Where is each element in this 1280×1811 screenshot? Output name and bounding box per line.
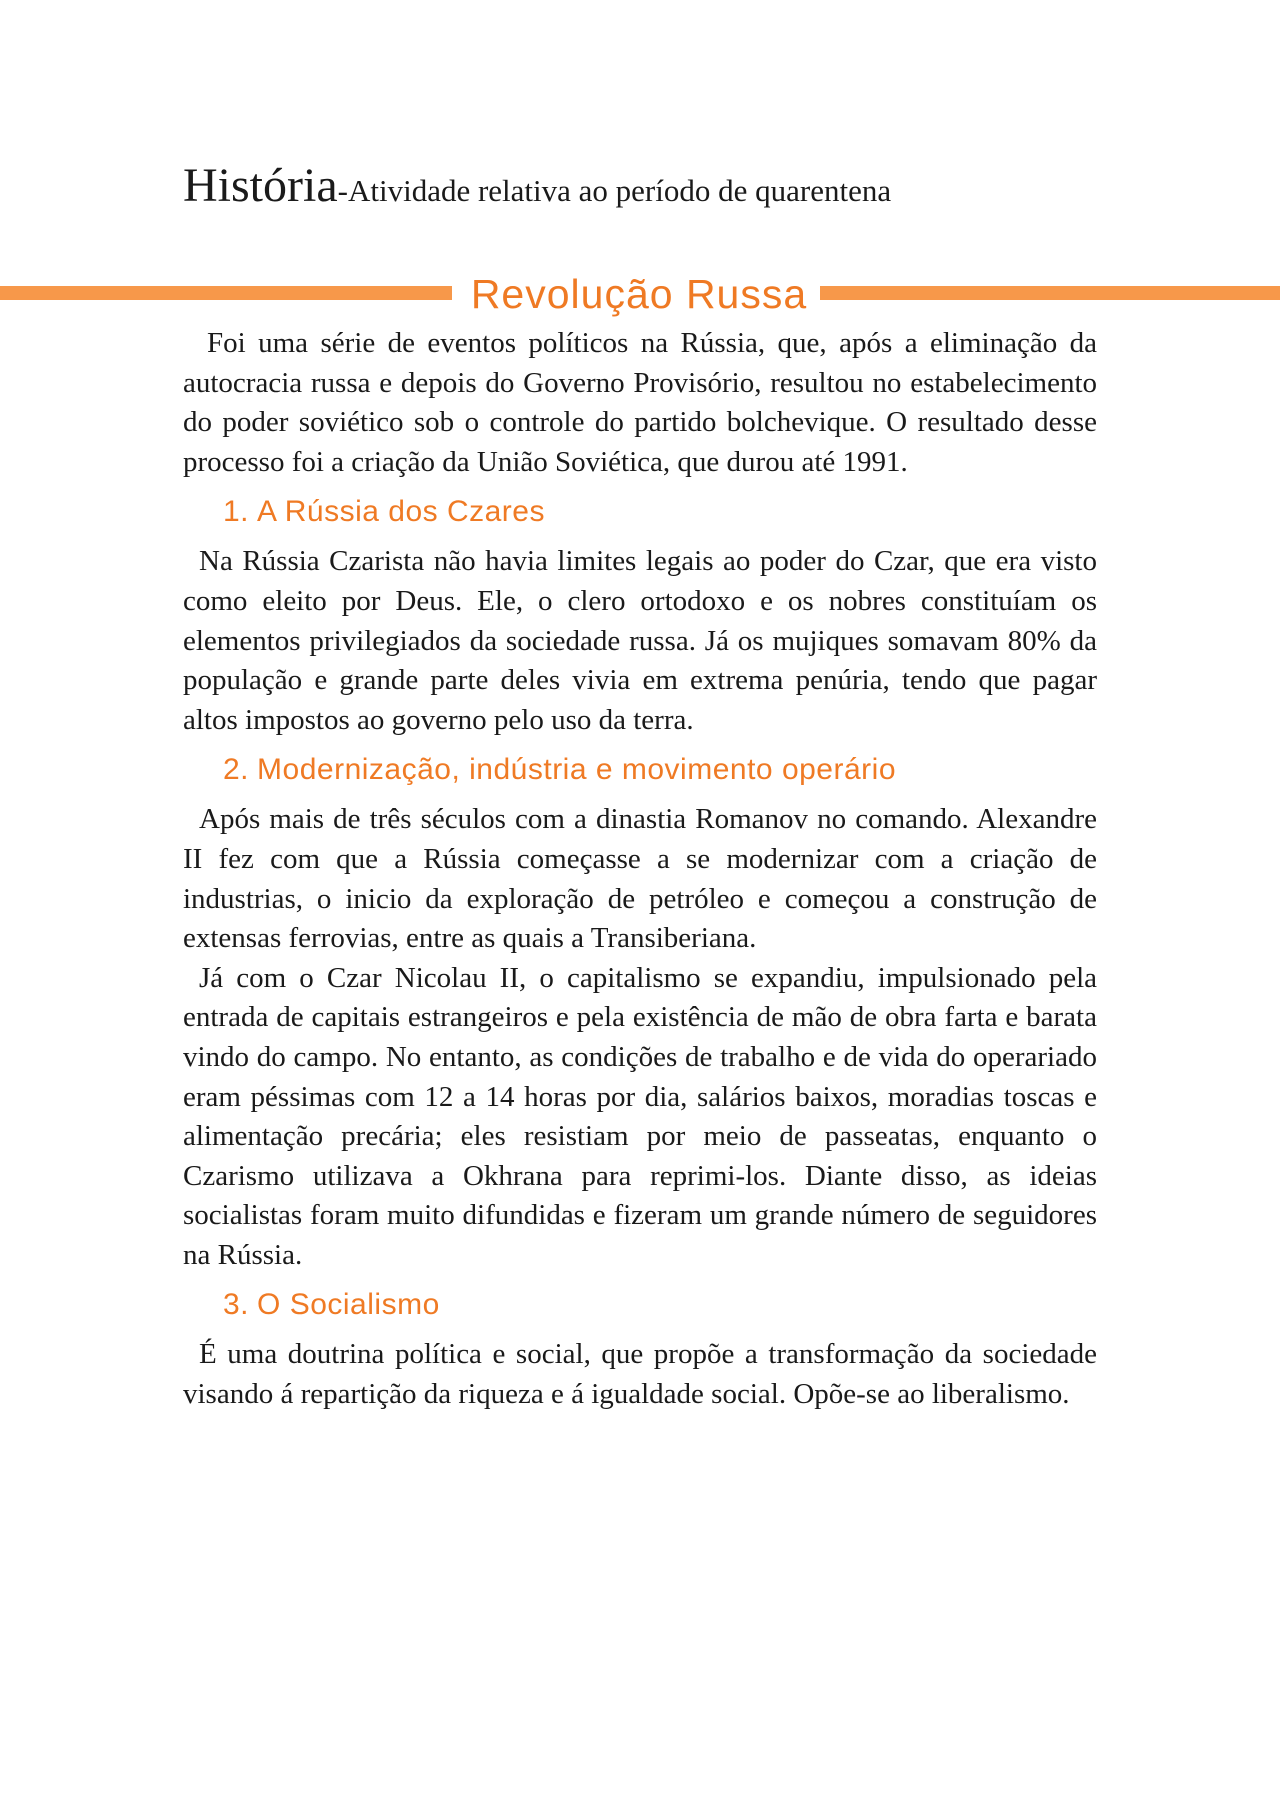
section-heading-2 — [223, 750, 1097, 790]
section-number: 1. — [223, 495, 250, 529]
section-2-paragraph-1: Após mais de três séculos com a dinastia Romanov no comando. Alexandre II fez com que a Rússia começasse a se modernizar com a criação de industrias, o inicio da exploração de petróleo e começou a construção de extensas ferrovias, entre as quais a Transiberiana. — [183, 803, 1097, 955]
document-body — [183, 324, 1097, 1415]
section-1-paragraph: Na Rússia Czarista não havia limites legais ao poder do Czar, que era visto como eleito por Deus. Ele, o clero ortodoxo e os nobres constituíam os elementos privilegiados da sociedade russa. Já os mujiques somavam 80% da população e grande parte deles vivia em extrema penúria, tendo que pagar altos impostos ao governo pelo uso da terra. — [183, 545, 1097, 736]
section-title-text: Modernização, indústria e movimento operário — [257, 753, 897, 787]
section-2-paragraph-2: Já com o Czar Nicolau II, o capitalismo se expandiu, impulsionado pela entrada de capitais estrangeiros e pela existência de mão de obra farta e barata vindo do campo. No entanto, as condições de trabalho e de vida do operariado eram péssimas com 12 a 14 horas por dia, salários baixos, moradias toscas e alimentação precária; eles resistiam por meio de passeatas, enquanto o Czarismo utilizava a Okhrana para reprimi-los. Diante disso, as ideias socialistas foram muito difundidas e fizeram um grande número de seguidores na Rússia. — [183, 961, 1097, 1271]
section-title-text: A Rússia dos Czares — [257, 495, 545, 529]
section-title-text: O Socialismo — [257, 1288, 440, 1322]
section-heading-3 — [223, 1285, 1097, 1325]
title-rule-right — [820, 286, 1280, 300]
title-rule-left — [0, 286, 452, 300]
title-banner — [0, 272, 1280, 322]
intro-paragraph: Foi uma série de eventos políticos na Rússia, que, após a eliminação da autocracia russa e depois do Governo Provisório, resultou no estabelecimento do poder soviético sob o controle do partido bolchevique. O resultado desse processo foi a criação da União Soviética, que durou até 1991. — [183, 327, 1097, 478]
section-number: 2. — [223, 753, 250, 787]
document-title: Revolução Russa — [470, 271, 808, 317]
subject-title: História — [183, 159, 338, 212]
section-number: 3. — [223, 1288, 250, 1322]
section-heading-1 — [223, 492, 1097, 532]
page-header — [183, 158, 891, 213]
activity-subtitle: -Atividade relativa ao período de quarentena — [337, 173, 892, 208]
section-3-paragraph: É uma doutrina política e social, que propõe a transformação da sociedade visando á repartição da riqueza e á igualdade social. Opõe-se ao liberalismo. — [183, 1338, 1097, 1411]
